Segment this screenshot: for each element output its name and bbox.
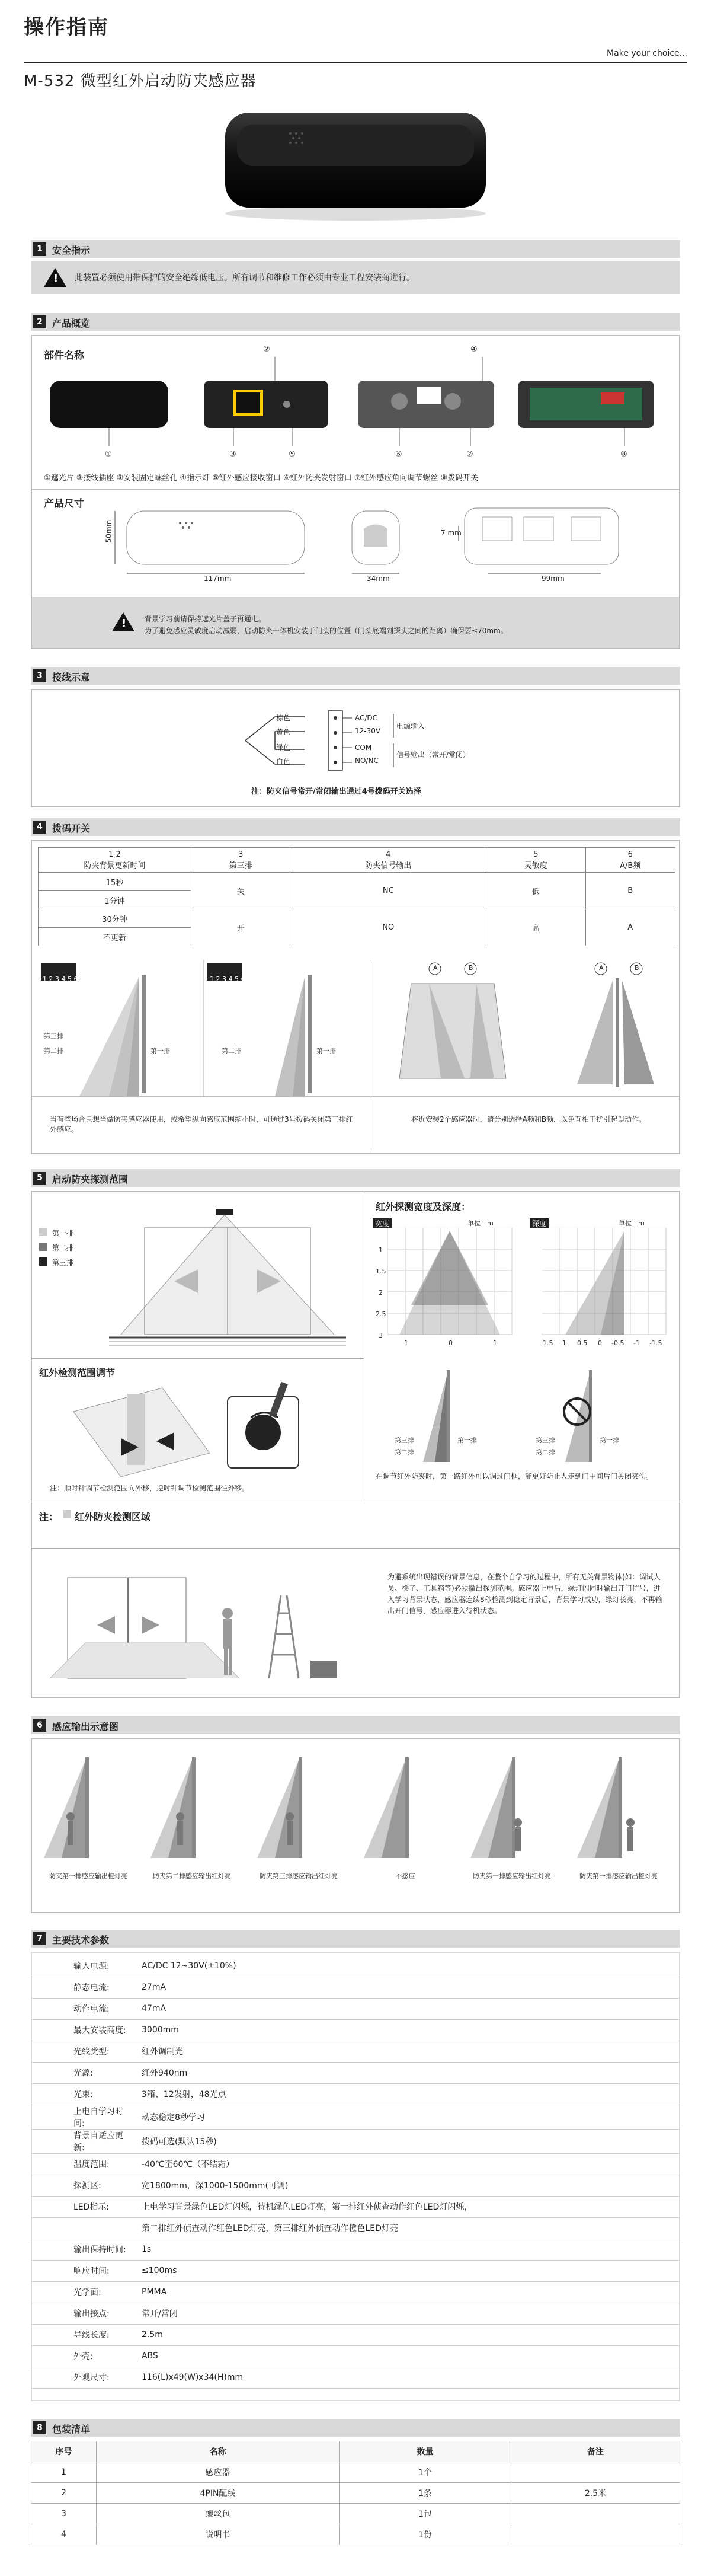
row-label-2b: 第二排: [222, 1047, 241, 1055]
wire-white: 白色: [276, 758, 291, 766]
spec-key: LED指示:: [32, 2196, 136, 2217]
section-5-header: 5 启动防夹探测范围: [31, 1169, 680, 1187]
spec-row: [32, 2083, 679, 2105]
spec-value: 上电学习背景绿色LED灯闪烁，待机绿色LED灯亮，第一排红外侦查动作红色LED灯闪烁，: [136, 2196, 679, 2217]
x-tick: 1: [493, 1339, 497, 1347]
section-8-header: 8 包装清单: [31, 2419, 680, 2437]
power-label: 电源输入: [396, 722, 425, 730]
spec-row: [32, 2324, 679, 2345]
signal-label: 信号输出（常开/常闭）: [396, 751, 470, 759]
dip-numbers-2: 1 2 3 4 5 6: [210, 975, 245, 983]
side-label: 第一排: [600, 1437, 619, 1444]
wire-brown: 棕色: [276, 714, 291, 722]
ab-frequency-diagram: [376, 960, 672, 1090]
safety-banner: [31, 261, 680, 294]
spec-key: 外壳:: [32, 2345, 136, 2367]
spec-row: [32, 2175, 679, 2196]
spec-value: 红外940nm: [136, 2062, 679, 2083]
dip-note-right: 将近安装2个感应器时，请分别选择A频和B频，以免互相干扰引起误动作。: [411, 1115, 646, 1123]
spec-row: [32, 2367, 679, 2388]
freq-a-label: A: [433, 964, 438, 972]
freq-a-label-2: A: [599, 964, 604, 972]
spec-row: [32, 2041, 679, 2062]
parts-photos: [38, 357, 678, 452]
term-acdc: AC/DC: [355, 714, 378, 722]
spec-row: [32, 2303, 679, 2324]
spec-value: 3000mm: [136, 2019, 679, 2041]
table-row: 4 说明书 1份: [31, 2524, 680, 2545]
wiring-diagram: [239, 705, 435, 776]
spec-value: 116(L)x49(W)x34(H)mm: [136, 2367, 679, 2388]
callout-2: ②: [263, 345, 270, 354]
spec-key: 上电自学习时间:: [32, 2105, 136, 2129]
depth-grid-chart: [542, 1228, 672, 1340]
spec-key: 探测区:: [32, 2175, 136, 2196]
spec-row: [32, 2153, 679, 2175]
spec-key: 输出保持时间:: [32, 2239, 136, 2260]
x-tick: 0.5: [577, 1339, 588, 1347]
packing-table: 序号 名称 数量 备注 1 感应器 1个 2 4PIN配线 1条 2.5米 3 螺丝包 1包 4 说明书 1份: [31, 2441, 680, 2545]
callout-8: ⑧: [620, 450, 627, 459]
row-label-1b: 第一排: [316, 1047, 336, 1055]
spec-value: 2.5m: [136, 2324, 679, 2345]
spec-key: 静态电流:: [32, 1977, 136, 1998]
row-label-3: 第三排: [44, 1032, 63, 1040]
x-tick: 0: [598, 1339, 602, 1347]
row3-diagram: [38, 960, 370, 1096]
product-hero-image: [213, 101, 498, 225]
spec-row: [32, 2260, 679, 2281]
spec-key: 导线长度:: [32, 2324, 136, 2345]
spec-value: 动态稳定8秒学习: [136, 2105, 679, 2129]
section-4-header: 4 拨码开关: [31, 818, 680, 836]
callout-1: ①: [105, 450, 112, 459]
specs-panel: [31, 1952, 680, 2401]
parts-label: 部件名称: [44, 350, 84, 362]
dip-table: 1 2 防夹背景更新时间 3 第三排 4 防夹信号输出 5 灵敏度 6 A/B频 15秒 关 NC 低 B 1分钟 30分钟 开 NO 高 A 不更新: [38, 847, 675, 946]
wiring-note: 注：防夹信号常开/常闭输出通过4号拨码开关选择: [251, 787, 421, 796]
wire-green: 绿色: [276, 743, 291, 752]
section-2-header: 2 产品概览: [31, 313, 680, 331]
row-label-1: 第一排: [150, 1047, 170, 1055]
spec-key: 光束:: [32, 2083, 136, 2105]
warning-icon: !: [44, 268, 66, 287]
output-caption: 防夹第一排感应输出红灯亮: [473, 1872, 551, 1880]
freq-b-label-2: B: [635, 964, 639, 972]
term-nonc: NO/NC: [355, 756, 379, 765]
dip-numbers: 1 2 3 4 5 6: [43, 975, 78, 983]
spec-row: [32, 2105, 679, 2129]
row-label-2: 第二排: [44, 1047, 63, 1055]
spec-value: 常开/常闭: [136, 2303, 679, 2324]
model-title: M-532 微型红外启动防夹感应器: [24, 72, 257, 90]
chart-width-unit: 单位：m: [467, 1220, 494, 1227]
chart-width-title: 宽度: [373, 1218, 392, 1228]
spec-value: PMMA: [136, 2281, 679, 2303]
warn-line-1: 背景学习前请保持遮光片盖子再通电。: [145, 615, 266, 623]
parts-legend: ①遮光片 ②接线插座 ③安装固定螺丝孔 ④指示灯 ⑤红外感应接收窗口 ⑥红外防夹发射窗口 ⑦红外感应角向调节螺丝 ⑧拨码开关: [44, 474, 479, 483]
adjust-note: 注：顺时针调节检测范围向外移，逆时针调节检测范围往外移。: [50, 1484, 249, 1492]
legend-row2: 第二排: [52, 1244, 74, 1252]
section-6-header: 6 感应输出示意图: [31, 1716, 680, 1734]
specs-table: [32, 1955, 679, 2389]
x-tick: 1: [404, 1339, 408, 1347]
spec-value: 第二排红外侦查动作红色LED灯亮，第三排红外侦查动作橙色LED灯亮: [136, 2217, 679, 2239]
dip-on-label-2: ON: [210, 967, 220, 975]
spec-key: [32, 2217, 136, 2239]
spec-key: 外观尺寸:: [32, 2367, 136, 2388]
output-caption: 防夹第一排感应输出橙灯亮: [579, 1872, 658, 1880]
dim-depth: 34mm: [367, 574, 390, 583]
callout-6: ⑥: [395, 450, 402, 459]
depth-title: 红外探测宽度及深度：: [376, 1201, 471, 1212]
dim-back: 99mm: [542, 574, 565, 583]
adjust-title: 红外检测范围调节: [39, 1367, 116, 1378]
section-1-header: 1 安全指示: [31, 240, 680, 258]
spec-row: [32, 2019, 679, 2041]
y-tick: 1: [379, 1246, 383, 1254]
spec-row: [32, 2239, 679, 2260]
warning-icon: !: [112, 612, 134, 631]
spec-row: [32, 2217, 679, 2239]
side-label: 第三排: [536, 1437, 555, 1444]
spec-value: 27mA: [136, 1977, 679, 1998]
overview-warning: [32, 597, 679, 648]
side-view-diagram: [387, 1364, 672, 1465]
spec-value: ABS: [136, 2345, 679, 2367]
x-tick: 1.5: [543, 1339, 553, 1347]
wiring-panel: [31, 689, 680, 807]
background-learning-text: 为避系统出现错误的背景信息，在整个自学习的过程中，所有无关背景物体(如：调试人员、梯子、工具箱等)必须撤出探测范围。感应器上电后，绿灯闪同时输出开门信号，进入学习背景状态，感应器连续8秒检测到稳定背景后，背景学习成功，绿灯长亮，不再输出开门信号，感应器进入待机状态。: [387, 1573, 662, 1615]
dip-on-label: ON: [43, 967, 53, 975]
spec-value: 拨码可选(默认15秒): [136, 2129, 679, 2153]
spec-key: 最大安装高度:: [32, 2019, 136, 2041]
background-learning-scene: [50, 1560, 358, 1684]
x-tick: 0: [449, 1339, 453, 1347]
output-caption: 防夹第三排感应输出红灯亮: [260, 1872, 338, 1880]
freq-b-label: B: [469, 964, 473, 972]
size-label: 产品尺寸: [44, 498, 84, 510]
spec-value: AC/DC 12~30V(±10%): [136, 1955, 679, 1977]
spec-row: [32, 2062, 679, 2083]
side-label: 第二排: [395, 1448, 414, 1456]
range-panel: [31, 1191, 680, 1698]
callout-7: ⑦: [466, 450, 473, 459]
x-tick: -1.5: [649, 1339, 662, 1347]
spec-row: [32, 1998, 679, 2019]
y-tick: 2.5: [376, 1310, 386, 1318]
note-area-label: 红外防夹检测区域: [75, 1511, 151, 1522]
width-grid-chart: [387, 1228, 518, 1340]
callout-5: ⑤: [289, 450, 296, 459]
legend-row3: 第三排: [52, 1259, 74, 1267]
warn-line-2: 为了避免感应灵敏度启动减弱，启动防夹一体机安装于门头的位置（门头底端到探头之间的距离）确保要≤70mm。: [145, 627, 508, 635]
spec-key: 温度范围:: [32, 2153, 136, 2175]
y-tick: 1.5: [376, 1268, 386, 1275]
output-caption: 不感应: [395, 1872, 415, 1880]
header-rule: [24, 62, 687, 63]
table-row: 1 感应器 1个: [31, 2462, 680, 2483]
spec-row: [32, 1977, 679, 1998]
x-tick: -1: [633, 1339, 640, 1347]
spec-value: 47mA: [136, 1998, 679, 2019]
note-title: 注：: [39, 1511, 59, 1522]
legend-row1: 第一排: [52, 1229, 74, 1237]
spec-value: ≤100ms: [136, 2260, 679, 2281]
spec-value: 红外调制光: [136, 2041, 679, 2062]
spec-value: 宽1800mm，深1000-1500mm(可调): [136, 2175, 679, 2196]
y-tick: 3: [379, 1332, 383, 1339]
door-range-diagram: [109, 1204, 346, 1352]
spec-key: 动作电流:: [32, 1998, 136, 2019]
spec-row: [32, 2196, 679, 2217]
spec-row: [32, 2281, 679, 2303]
spec-key: 响应时间:: [32, 2260, 136, 2281]
tagline: Make your choice...: [607, 49, 687, 58]
spec-key: 输出接点:: [32, 2303, 136, 2324]
output-panel: [31, 1738, 680, 1913]
spec-key: 光学面:: [32, 2281, 136, 2303]
spec-row: [32, 1955, 679, 1977]
output-diagrams: [38, 1745, 675, 1864]
safety-text: 此装置必须使用带保护的安全绝缘低电压。所有调节和维修工作必须由专业工程安装商进行。: [75, 273, 415, 283]
table-row: 2 4PIN配线 1条 2.5米: [31, 2483, 680, 2504]
spec-value: -40℃至60℃（不结霜）: [136, 2153, 679, 2175]
table-row: 3 螺丝包 1包: [31, 2504, 680, 2524]
dip-note-left: 当有些场合只想当做防夹感应器使用，或希望纵向感应范围缩小时，可通过3号拨码关闭第三排红外感应。: [50, 1115, 353, 1134]
dim-gap: 7 mm: [441, 529, 462, 537]
term-com: COM: [355, 743, 372, 752]
side-label: 第一排: [457, 1437, 477, 1444]
output-caption: 防夹第二排感应输出红灯亮: [153, 1872, 231, 1880]
spec-key: 光源:: [32, 2062, 136, 2083]
x-tick: 1: [562, 1339, 566, 1347]
callout-4: ④: [470, 345, 478, 354]
spec-key: 输入电源:: [32, 1955, 136, 1977]
section-7-header: 7 主要技术参数: [31, 1930, 680, 1948]
adjust-tip: 在调节红外防夹时，第一路红外可以调过门框，能更好防止人走到门中间后门关闭夹伤。: [376, 1472, 654, 1480]
spec-key: 光线类型:: [32, 2041, 136, 2062]
x-tick: -0.5: [611, 1339, 624, 1347]
spec-value: 1s: [136, 2239, 679, 2260]
wire-yellow: 黄色: [276, 728, 291, 736]
spec-row: [32, 2345, 679, 2367]
page-title: 操作指南: [24, 15, 109, 39]
y-tick: 2: [379, 1289, 383, 1297]
chart-depth-unit: 单位：m: [619, 1220, 645, 1227]
side-label: 第二排: [536, 1448, 555, 1456]
spec-key: 背景自适应更新:: [32, 2129, 136, 2153]
section-3-header: 3 接线示意: [31, 667, 680, 685]
side-label: 第三排: [395, 1437, 414, 1444]
spec-row: [32, 2129, 679, 2153]
dim-height: 50mm: [104, 519, 113, 543]
output-caption: 防夹第一排感应输出橙灯亮: [49, 1872, 127, 1880]
chart-depth-title: 深度: [530, 1218, 549, 1228]
term-voltage: 12-30V: [355, 727, 381, 735]
dim-length: 117mm: [204, 574, 232, 583]
callout-3: ③: [229, 450, 236, 459]
overview-panel: [31, 335, 680, 649]
spec-value: 3箱、12发射，48光点: [136, 2083, 679, 2105]
dip-panel: [31, 840, 680, 1154]
adjust-diagram: [68, 1382, 334, 1477]
